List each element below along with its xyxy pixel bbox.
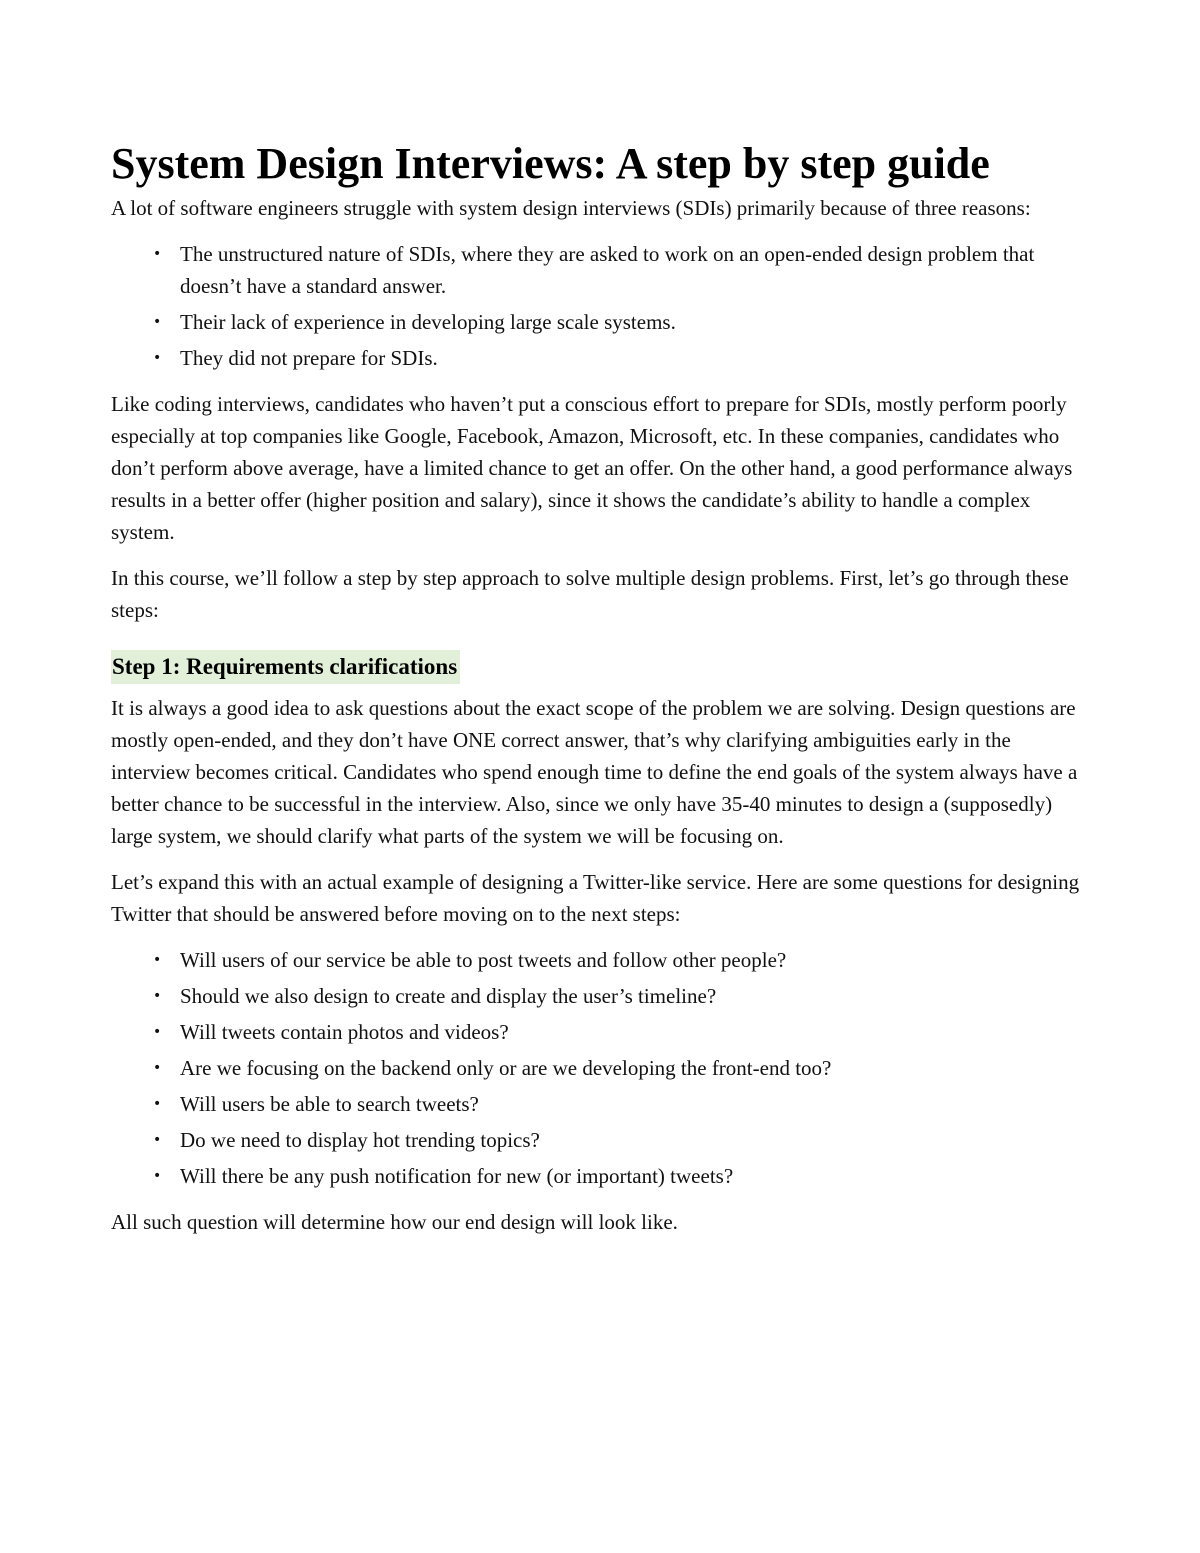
list-item bbox=[153, 238, 1086, 302]
bullet-icon: • bbox=[153, 314, 162, 330]
step1-heading: Step 1: Requirements clarifications bbox=[111, 650, 460, 684]
bullet-icon: • bbox=[153, 1024, 162, 1040]
bullet-icon: • bbox=[153, 246, 162, 262]
list-item bbox=[153, 342, 1086, 374]
bullet-icon: • bbox=[153, 1060, 162, 1076]
course-paragraph: In this course, we’ll follow a step by step approach to solve multiple design problems. First, let’s go through these steps: bbox=[111, 566, 1069, 622]
coding-interviews-paragraph: Like coding interviews, candidates who haven’t put a conscious effort to prepare for SDIs, mostly perform poorly especially at top companies like Google, Facebook, Amazon, Microsoft, etc. In these companies, candidates who don’t perform above average, have a limited chance to get an offer. On the other hand, a good performance always results in a better offer (higher position and salary), since it shows the candidate’s ability to handle a complex system. bbox=[111, 392, 1073, 544]
list-item-text: Will there be any push notification for new (or important) tweets? bbox=[180, 1164, 734, 1188]
list-item-text: Will tweets contain photos and videos? bbox=[180, 1020, 509, 1044]
bullet-icon: • bbox=[153, 1096, 162, 1112]
reasons-list bbox=[111, 238, 1086, 374]
list-item-text: Do we need to display hot trending topics? bbox=[180, 1128, 540, 1152]
bullet-icon: • bbox=[153, 952, 162, 968]
list-item-text: Will users be able to search tweets? bbox=[180, 1092, 479, 1116]
page-title: System Design Interviews: A step by step guide bbox=[111, 139, 990, 188]
bullet-icon: • bbox=[153, 1132, 162, 1148]
list-item bbox=[153, 1088, 1086, 1120]
step1-paragraph-scope: It is always a good idea to ask questions about the exact scope of the problem we are solving. Design questions are mostly open-ended, and they don’t have ONE correct answer, that’s why clarifying ambiguities early in the interview becomes critical. Candidates who spend enough time to define the end goals of the system always have a better chance to be successful in the interview. Also, since we only have 35-40 minutes to design a (supposedly) large system, we should clarify what parts of the system we will be focusing on. bbox=[111, 696, 1078, 848]
step1-closing-paragraph: All such question will determine how our end design will look like. bbox=[111, 1210, 678, 1234]
list-item bbox=[153, 1016, 1086, 1048]
step1-paragraph-example: Let’s expand this with an actual example of designing a Twitter-like service. Here are some questions for designing Twitter that should be answered before moving on to the next steps: bbox=[111, 870, 1080, 926]
list-item bbox=[153, 1124, 1086, 1156]
list-item-text: The unstructured nature of SDIs, where they are asked to work on an open-ended design problem that doesn’t have a standard answer. bbox=[180, 242, 1035, 298]
bullet-icon: • bbox=[153, 1168, 162, 1184]
list-item-text: Are we focusing on the backend only or are we developing the front-end too? bbox=[180, 1056, 832, 1080]
list-item bbox=[153, 1160, 1086, 1192]
document-page bbox=[111, 138, 1086, 1252]
list-item bbox=[153, 1052, 1086, 1084]
list-item bbox=[153, 306, 1086, 338]
questions-list bbox=[111, 944, 1086, 1192]
list-item-text: Their lack of experience in developing large scale systems. bbox=[180, 310, 676, 334]
list-item-text: They did not prepare for SDIs. bbox=[180, 346, 438, 370]
list-item bbox=[153, 980, 1086, 1012]
list-item-text: Should we also design to create and display the user’s timeline? bbox=[180, 984, 717, 1008]
bullet-icon: • bbox=[153, 350, 162, 366]
list-item bbox=[153, 944, 1086, 976]
list-item-text: Will users of our service be able to post tweets and follow other people? bbox=[180, 948, 787, 972]
step1-section bbox=[111, 640, 1086, 1238]
bullet-icon: • bbox=[153, 988, 162, 1004]
intro-paragraph: A lot of software engineers struggle with system design interviews (SDIs) primarily because of three reasons: bbox=[111, 196, 1031, 220]
